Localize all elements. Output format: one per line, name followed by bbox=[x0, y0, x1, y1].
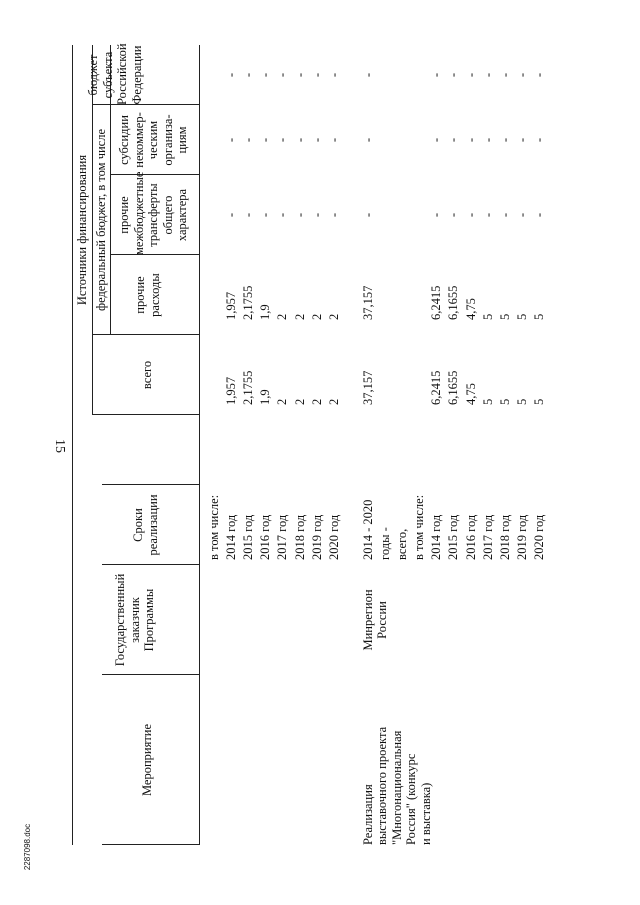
table-cell-transfers: - bbox=[309, 212, 324, 218]
customer-line: России bbox=[375, 601, 390, 639]
table-cell-other: 37,157 bbox=[360, 285, 375, 320]
table-cell-subsidies: - bbox=[480, 137, 495, 143]
table-cell-term: 2020 год bbox=[326, 514, 341, 560]
table-cell-subsidies: - bbox=[241, 137, 256, 143]
table-cell-other: 2 bbox=[275, 313, 290, 320]
table-cell-term: годы - bbox=[378, 527, 392, 560]
customer-name bbox=[361, 565, 390, 675]
table-cell-total: 6,2415 bbox=[429, 370, 444, 405]
header-regional-line: бюджет bbox=[86, 54, 100, 96]
table-cell-total: 37,157 bbox=[360, 370, 375, 405]
header-sources: Источники финансирования bbox=[75, 154, 89, 306]
header-subsidies-line: ческим bbox=[146, 120, 160, 160]
header-total: всего bbox=[140, 360, 154, 390]
table-cell-regional: - bbox=[360, 72, 375, 78]
table-cell-transfers: - bbox=[429, 212, 444, 218]
table-cell-transfers: - bbox=[514, 212, 529, 218]
table-cell-regional: - bbox=[429, 72, 444, 78]
table-cell-other: 1,9 bbox=[258, 304, 273, 320]
header-bottom-border bbox=[199, 45, 200, 845]
table-cell-term: всего, bbox=[395, 528, 410, 560]
table-cell-total: 5 bbox=[514, 398, 529, 405]
header-transfers-line: трансферты bbox=[146, 183, 160, 247]
table-cell-transfers: - bbox=[480, 212, 495, 218]
header-other-expenses bbox=[133, 255, 162, 335]
header-regional-line: Федерации bbox=[129, 45, 144, 105]
header-transfers-line: общего bbox=[160, 195, 175, 235]
document-filename: 2287098.doc bbox=[23, 823, 32, 871]
table-cell-term: 2014 год bbox=[429, 514, 444, 560]
header-terms-line: Сроки bbox=[131, 508, 145, 542]
table-cell-transfers: - bbox=[292, 212, 307, 218]
table-cell-transfers: - bbox=[531, 212, 546, 218]
table-cell-term: 2014 год bbox=[224, 514, 239, 560]
header-transfers-line: прочие bbox=[117, 196, 131, 234]
table-cell-other: 2 bbox=[309, 313, 324, 320]
table-cell-total: 5 bbox=[531, 398, 546, 405]
table-cell-regional: - bbox=[531, 72, 546, 78]
header-other-line: прочие bbox=[133, 276, 147, 314]
table-cell-subsidies: - bbox=[360, 137, 375, 143]
table-cell-other: 5 bbox=[514, 313, 529, 320]
table-cell-transfers: - bbox=[275, 212, 290, 218]
measure-description bbox=[361, 685, 434, 845]
table-cell-term: 2015 год bbox=[446, 514, 461, 560]
table-cell-subsidies: - bbox=[446, 137, 461, 143]
table-cell-term: 2019 год bbox=[309, 514, 324, 560]
table-cell-transfers: - bbox=[446, 212, 461, 218]
header-transfers-line: характера bbox=[175, 188, 189, 242]
table-cell-total: 2,1755 bbox=[241, 370, 256, 405]
page-number: 15 bbox=[52, 439, 67, 453]
table-cell-regional: - bbox=[446, 72, 461, 78]
table-cell-term: 2019 год bbox=[514, 514, 529, 560]
table-cell-transfers: - bbox=[463, 212, 478, 218]
table-cell-total: 1,957 bbox=[224, 376, 239, 405]
table-cell-other: 5 bbox=[480, 313, 495, 320]
table-cell-transfers: - bbox=[360, 212, 375, 218]
table-cell-term: в том числе: bbox=[207, 494, 221, 560]
table-cell-term: 2017 год bbox=[480, 514, 495, 560]
header-other-line: расходы bbox=[147, 273, 162, 317]
table-cell-term: 2015 год bbox=[241, 514, 256, 560]
table-cell-other: 6,2415 bbox=[429, 285, 444, 320]
header-subsidies-line: некоммер- bbox=[131, 112, 146, 168]
table-cell-regional: - bbox=[275, 72, 290, 78]
table-top-border bbox=[72, 45, 73, 845]
table-cell-transfers: - bbox=[241, 212, 256, 218]
measure-line: выставочного проекта bbox=[375, 726, 390, 845]
header-customer-line: Государственный bbox=[113, 573, 127, 667]
table-cell-regional: - bbox=[241, 72, 256, 78]
table-cell-subsidies: - bbox=[497, 137, 512, 143]
table-cell-term: 2014 - 2020 bbox=[360, 499, 375, 560]
table-cell-subsidies: - bbox=[531, 137, 546, 143]
table-cell-other: 2 bbox=[326, 313, 341, 320]
table-cell-term: 2016 год bbox=[258, 514, 273, 560]
table-cell-subsidies: - bbox=[258, 137, 273, 143]
table-cell-regional: - bbox=[497, 72, 512, 78]
table-cell-total: 2 bbox=[275, 398, 290, 405]
table-cell-other: 2,1755 bbox=[241, 285, 256, 320]
header-transfers bbox=[117, 171, 190, 255]
header-subsidies bbox=[117, 105, 190, 175]
measure-line: Россия" (конкурс bbox=[404, 753, 419, 845]
table-cell-transfers: - bbox=[224, 212, 239, 218]
table-cell-regional: - bbox=[480, 72, 495, 78]
financing-table bbox=[72, 43, 546, 845]
table-cell-term: 2017 год bbox=[275, 514, 290, 560]
table-cell-total: 2 bbox=[326, 398, 341, 405]
header-regional-line: Российской bbox=[115, 43, 129, 105]
table-cell-subsidies: - bbox=[463, 137, 478, 143]
table-cell-term: 2018 год bbox=[497, 514, 512, 560]
header-transfers-line: межбюджетные bbox=[131, 171, 146, 255]
customer-line: Минрегион bbox=[360, 589, 375, 651]
table-cell-regional: - bbox=[326, 72, 341, 78]
header-terms-line: реализации bbox=[145, 494, 160, 556]
header-subsidies-line: циям bbox=[175, 126, 189, 154]
table-cell-transfers: - bbox=[497, 212, 512, 218]
header-regional bbox=[86, 45, 144, 105]
table-cell-regional: - bbox=[224, 72, 239, 78]
header-subsidies-line: субсидии bbox=[117, 115, 131, 165]
table-cell-term: в том числе: bbox=[412, 494, 427, 560]
table-cell-total: 5 bbox=[497, 398, 512, 405]
header-customer-line: Программы bbox=[142, 588, 156, 652]
table-cell-regional: - bbox=[258, 72, 273, 78]
measure-line: и выставка) bbox=[418, 782, 433, 845]
table-cell-subsidies: - bbox=[429, 137, 444, 143]
header-terms bbox=[131, 485, 160, 565]
header-regional-line: субъекта bbox=[100, 51, 115, 99]
table-cell-other: 1,957 bbox=[224, 291, 239, 320]
table-cell-regional: - bbox=[292, 72, 307, 78]
table-cell-other: 4,75 bbox=[463, 298, 478, 320]
table-cell-total: 4,75 bbox=[463, 383, 478, 405]
table-cell-subsidies: - bbox=[326, 137, 341, 143]
table-cell-total: 2 bbox=[292, 398, 307, 405]
header-measure: Мероприятие bbox=[140, 723, 154, 797]
table-cell-total: 5 bbox=[480, 398, 495, 405]
header-customer bbox=[113, 565, 157, 675]
header-customer-line: заказчик bbox=[127, 597, 142, 643]
table-cell-regional: - bbox=[463, 72, 478, 78]
table-cell-regional: - bbox=[309, 72, 324, 78]
table-cell-subsidies: - bbox=[309, 137, 324, 143]
table-cell-transfers: - bbox=[326, 212, 341, 218]
table-cell-total: 2 bbox=[309, 398, 324, 405]
table-cell-regional: - bbox=[514, 72, 529, 78]
measure-line: Реализация bbox=[360, 784, 375, 845]
table-cell-subsidies: - bbox=[292, 137, 307, 143]
table-cell-term: 2020 год bbox=[531, 514, 546, 560]
table-cell-subsidies: - bbox=[514, 137, 529, 143]
header-subsidies-line: организа- bbox=[160, 114, 175, 166]
table-cell-term: 2016 год bbox=[463, 514, 478, 560]
table-cell-other: 5 bbox=[497, 313, 512, 320]
table-cell-total: 1,9 bbox=[258, 389, 273, 405]
table-cell-other: 2 bbox=[292, 313, 307, 320]
table-cell-other: 6,1655 bbox=[446, 285, 461, 320]
table-cell-subsidies: - bbox=[275, 137, 290, 143]
table-cell-transfers: - bbox=[258, 212, 273, 218]
table-cell-subsidies: - bbox=[224, 137, 239, 143]
header-federal: федеральный бюджет, в том числе bbox=[94, 128, 108, 312]
table-cell-other: 5 bbox=[531, 313, 546, 320]
table-cell-term: 2018 год bbox=[292, 514, 307, 560]
measure-line: "Многонациональная bbox=[389, 730, 404, 845]
table-cell-total: 6,1655 bbox=[446, 370, 461, 405]
